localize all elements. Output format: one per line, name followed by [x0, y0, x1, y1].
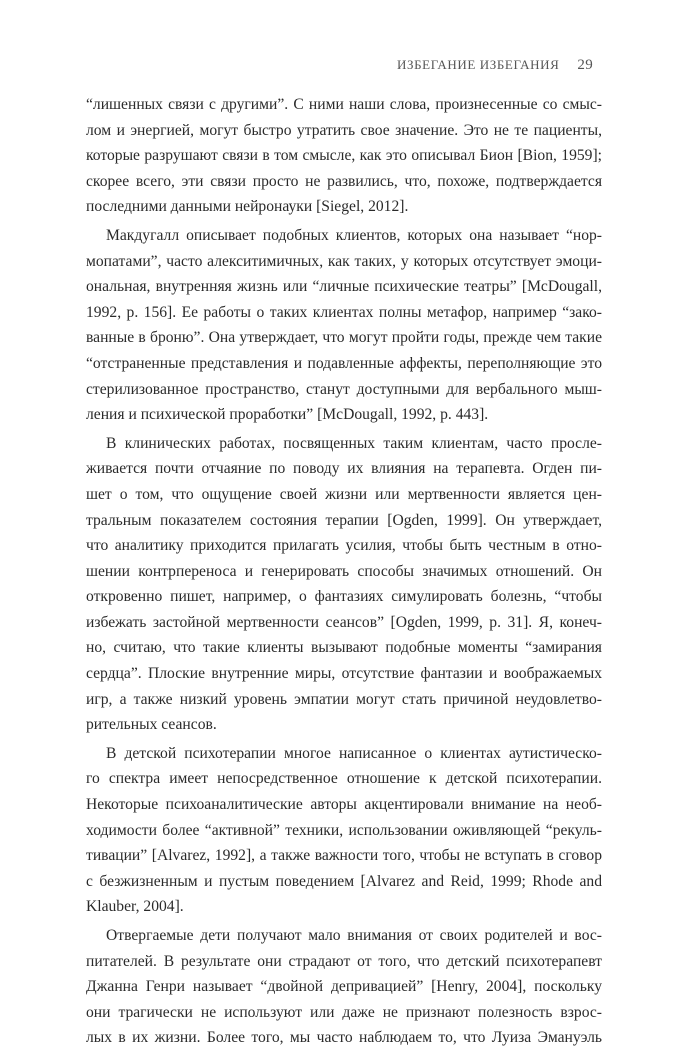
text-line: шении контрпереноса и генерировать способы значимых отношений. Он [86, 562, 602, 580]
page-number: 29 [577, 57, 593, 73]
text-line: Некоторые психоаналитические авторы акцентировали внимание на необ- [86, 796, 602, 814]
text-line: Klauber, 2004]. [86, 898, 184, 916]
text-line: 1992, p. 156]. Ее работы о таких клиентах полны метафор, например “зако- [86, 303, 602, 321]
text-line: сердца”. Плоские внутренние миры, отсутствие фантазии и воображаемых [86, 665, 602, 683]
text-line: скорее всего, эти связи просто не развились, что, похоже, подтверждается [86, 172, 602, 190]
text-line: го спектра имеет непосредственное отношение к детской психотерапии. [86, 770, 602, 788]
text-line: Макдугалл описывает подобных клиентов, которых она называет “нор- [106, 226, 602, 244]
text-line: лом и энергией, могут быстро утратить свое значение. Это не те пациенты, [86, 121, 602, 139]
text-line: ональная, внутренняя жизнь или “личные психические театры” [McDougall, [86, 278, 602, 296]
paragraph [86, 92, 602, 220]
running-title: ИЗБЕГАНИЕ ИЗБЕГАНИЯ [396, 57, 560, 72]
text-line: игр, а также низкий уровень эмпатии могут стать причиной неудовлетво- [86, 690, 602, 708]
text-line: которые разрушают связи в том смысле, как это описывал Бион [Bion, 1959]; [86, 147, 602, 165]
text-line: В клинических работах, посвященных таким клиентам, часто просле- [106, 434, 602, 452]
text-line: рительных сеансов. [86, 716, 217, 734]
paragraph [86, 223, 602, 428]
paragraph [86, 923, 602, 1051]
text-line: В детской психотерапии многое написанное о клиентах аутистическо- [106, 744, 602, 762]
text-line: Отвергаемые дети получают мало внимания от своих родителей и вос- [106, 927, 602, 944]
text-line: Джанна Генри называет “двойной депривацией” [Henry, 2004], поскольку [86, 978, 602, 996]
text-line: откровенно пишет, например, о фантазиях симулировать болезнь, “чтобы [86, 588, 602, 606]
text-line: последними данными нейронауки [Siegel, 2012]. [86, 198, 409, 216]
text-line: ходимости более “активной” техники, использовании оживляющей “рекуль- [86, 821, 602, 839]
text-line: но, считаю, что такие клиенты вызывают подобные моменты “замирания [86, 639, 602, 657]
text-line: живается почти отчаяние по поводу их влияния на терапевта. Огден пи- [86, 460, 602, 478]
paragraph [86, 741, 602, 920]
text-line: питателей. В результате они страдают от того, что детский психотерапевт [86, 952, 602, 970]
text-line: с безжизненным и пустым поведением [Alvarez and Reid, 1999; Rhode and [86, 872, 602, 890]
text-line: тральным показателем состояния терапии [Ogden, 1999]. Он утверждает, [86, 511, 602, 529]
text-line: лых в их жизни. Более того, мы часто наблюдаем то, что Луиза Эмануэль [86, 1029, 602, 1047]
text-line: мопатами”, часто алекситимичных, как таких, у которых отсутствует эмоци- [86, 252, 602, 270]
text-line: “лишенных связи с другими”. С ними наши слова, произнесенные со смыс- [86, 96, 602, 113]
text-line: избежать застойной мертвенности сеансов” [Ogden, 1999, p. 31]. Я, конеч- [86, 613, 602, 631]
text-line: “отстраненные представления и подавленные аффекты, переполняющие это [86, 354, 602, 372]
text-line: тивации” [Alvarez, 1992], а также важности того, чтобы не вступать в сговор [86, 847, 602, 865]
text-line: шет о том, что ощущение своей жизни или мертвенности является цен- [86, 485, 602, 503]
body-text [86, 92, 602, 1054]
text-line: они трагически не используют или даже не признают полезность взрос- [86, 1003, 602, 1021]
text-line: ванные в броню”. Она утверждает, что могут пройти годы, прежде чем такие [86, 329, 602, 347]
page-header [397, 57, 593, 74]
text-line: стерилизованное пространство, станут доступными для вербального мыш- [86, 380, 602, 398]
paragraph [86, 431, 602, 738]
text-line: ления и психической проработки” [McDougall, 1992, p. 443]. [86, 406, 489, 424]
text-line: что аналитику приходится прилагать усилия, чтобы быть честным в отно- [86, 537, 602, 555]
